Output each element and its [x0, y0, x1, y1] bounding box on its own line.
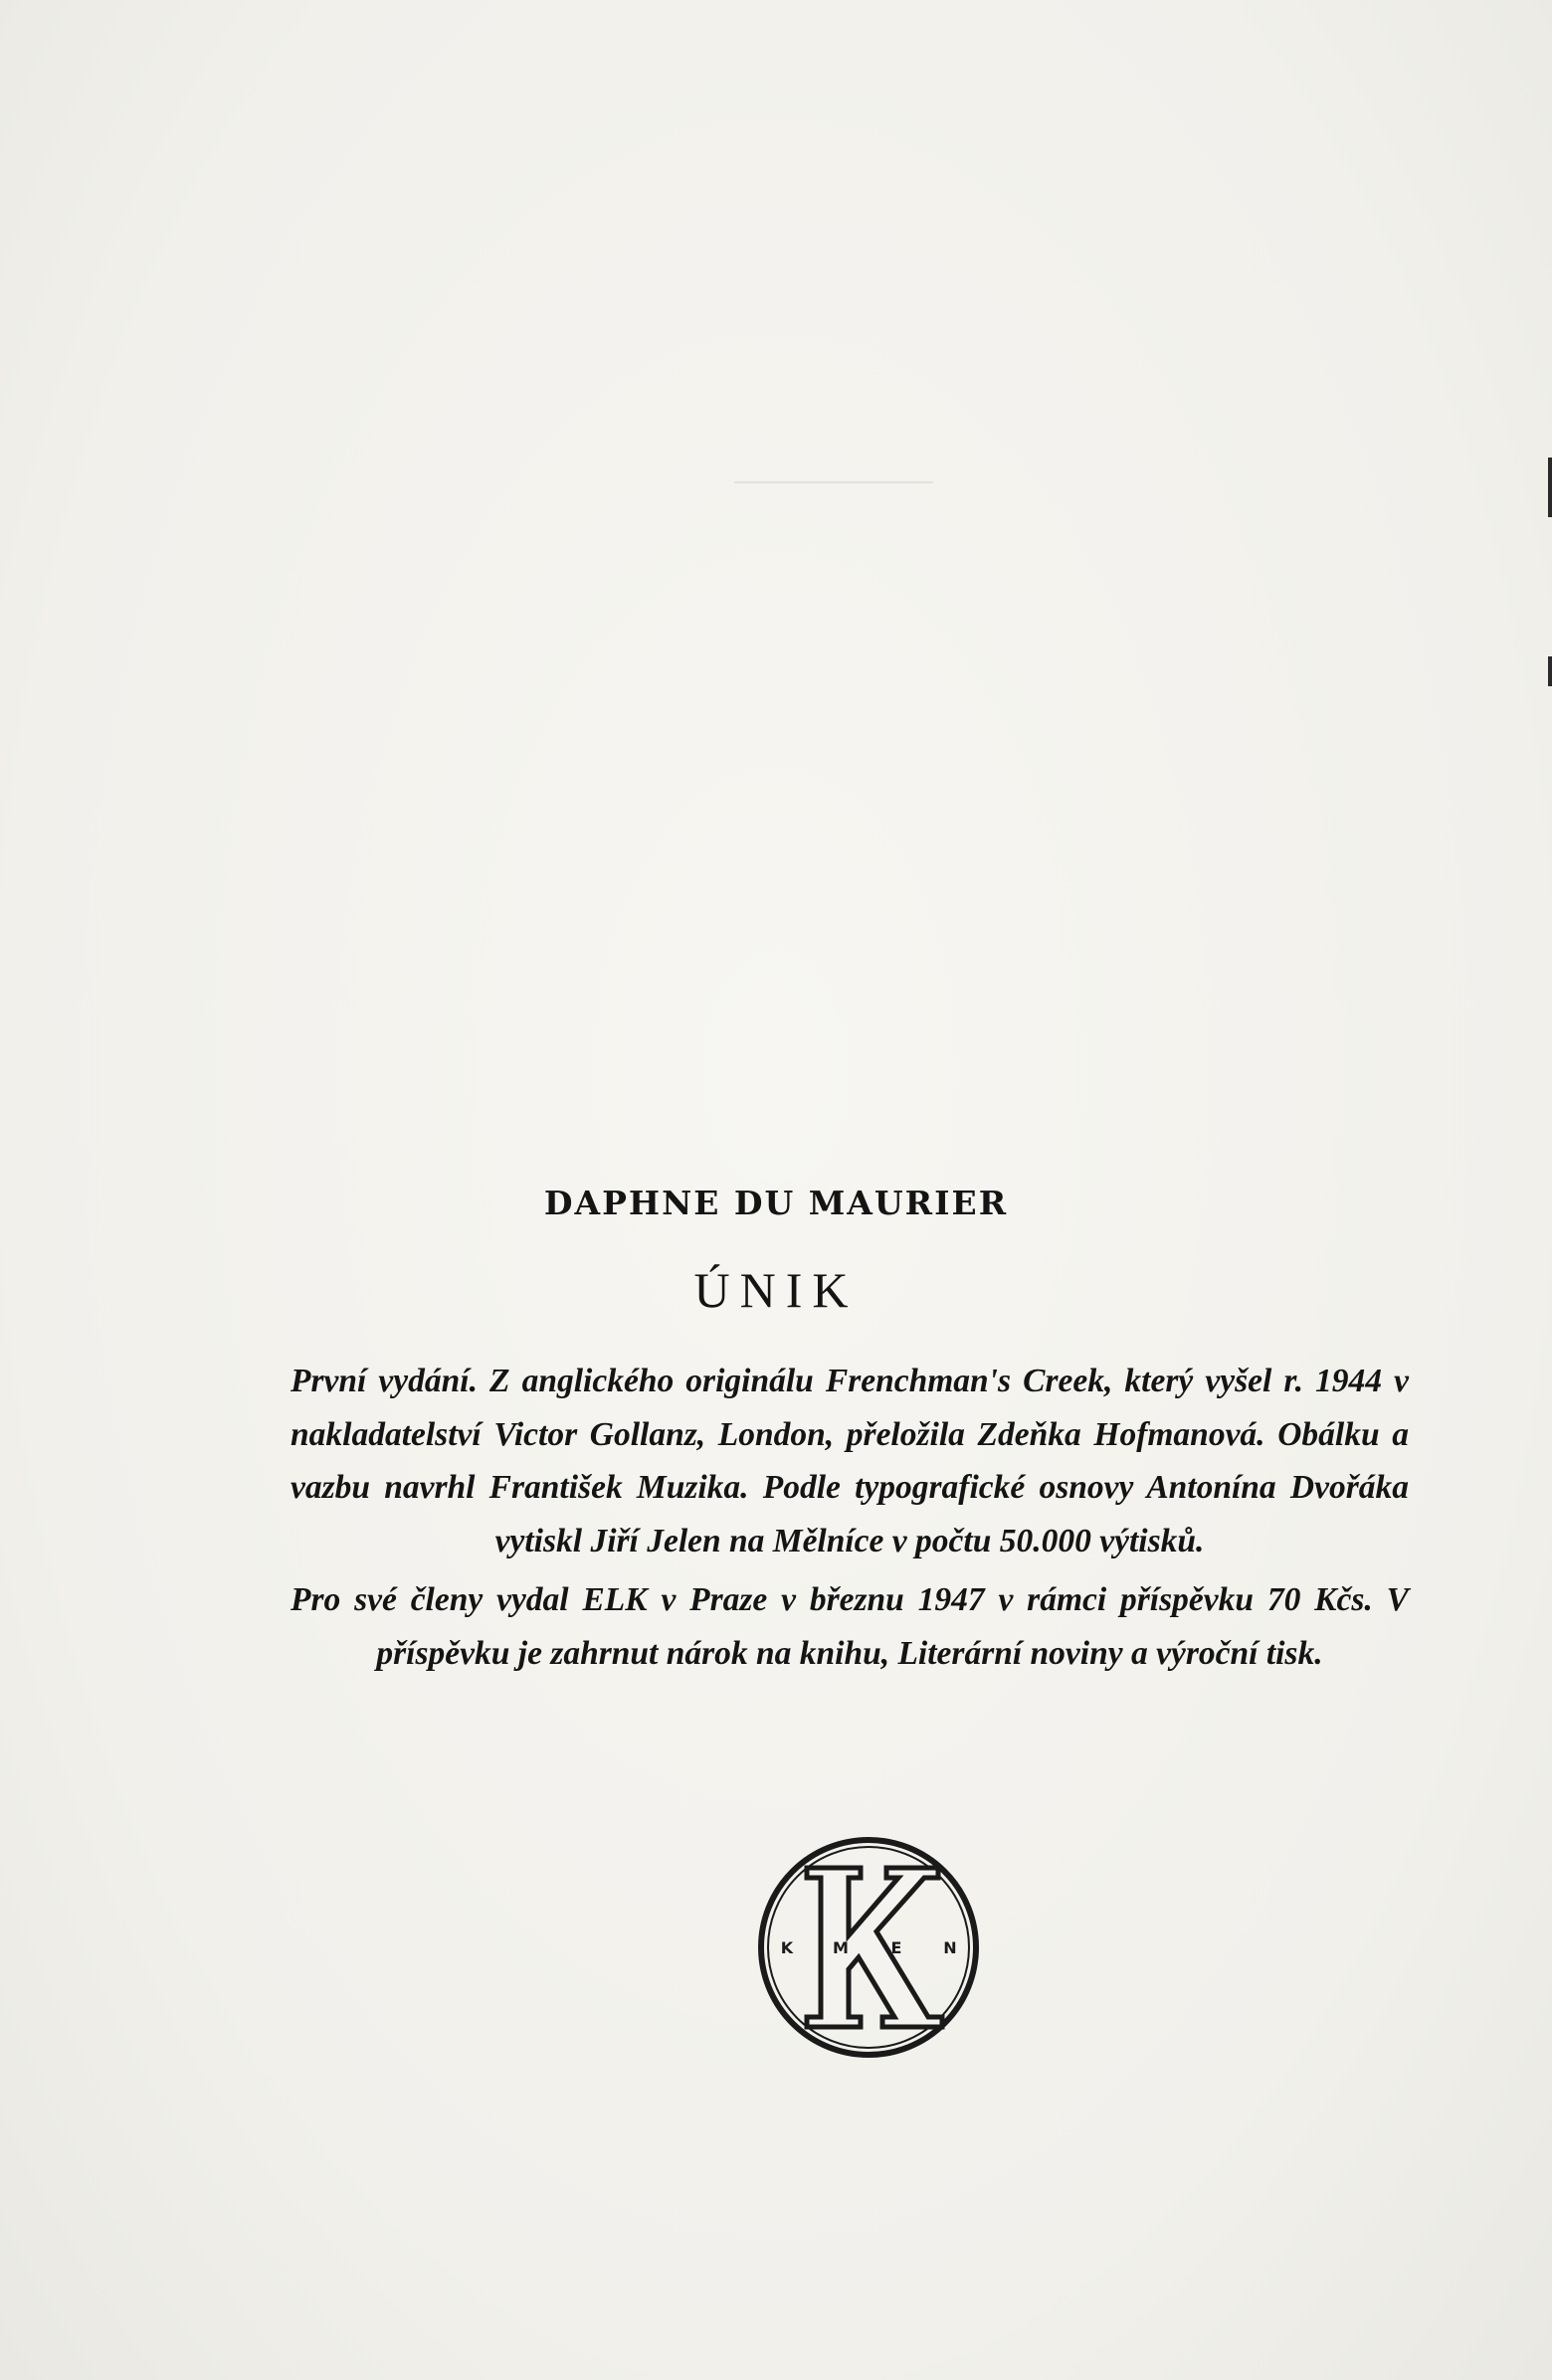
- colophon: [291, 1355, 1409, 1680]
- page-edge-mark: [1548, 458, 1552, 517]
- bleed-through-rule: [734, 481, 933, 483]
- book-author: DAPHNE DU MAURIER: [543, 1184, 1009, 1222]
- book-title: ÚNIK: [693, 1262, 859, 1318]
- bleed-through-text: [281, 199, 1415, 428]
- colophon-publisher-note: Pro své členy vydal ELK v Praze v březnu 1947 v rámci příspěvku 70 Kčs. V příspěvku je zahrnut nárok na knihu, Literární noviny a výroční tisk.: [291, 1581, 1409, 1672]
- logo-letter-e: E: [890, 1938, 902, 1957]
- logo-letter-m: M: [833, 1938, 849, 1957]
- logo-letter-n: N: [943, 1938, 957, 1957]
- publisher-logo: [749, 1828, 988, 2067]
- logo-letter-k: K: [780, 1938, 794, 1957]
- colophon-edition-details: První vydání. Z anglického originálu Frenchman's Creek, který vyšel r. 1944 v nakladatelství Victor Gollanz, London, přeložila Zdeňka Hofmanová. Obálku a vazbu navrhl František Muzika. Podle typografické osnovy Antonína Dvořáka vytiskl Jiří Jelen na Mělníce v počtu 50.000 výtisků.: [291, 1363, 1409, 1559]
- page-edge-mark: [1548, 656, 1552, 686]
